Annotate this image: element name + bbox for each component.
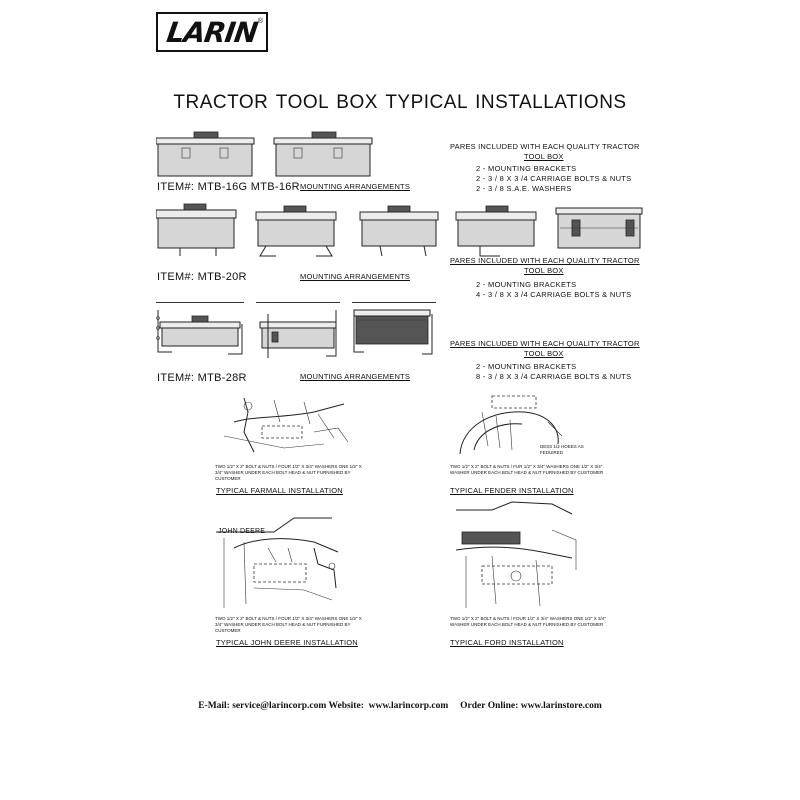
page-title: TRACTOR TOOL BOX TYPICAL INSTALLATIONS	[173, 92, 627, 113]
tool-box-image	[456, 206, 536, 256]
parts-included-heading: PARES INCLUDED WITH EACH QUALITY TRACTOR	[450, 256, 640, 265]
installation-caption: TYPICAL JOHN DEERE INSTALLATION	[216, 638, 358, 647]
item-number: ITEM#: MTB-28R	[157, 372, 247, 384]
installation-note: TWO 1/2" X 2" BOLT & NUTS / FOUR 1/2" X 3/4" WASHERS ONE 1/2" X 3/4" WASHER UNDER EACH BOLT HEAD & NUT FURNISHED BY CUSTOMER	[215, 464, 362, 481]
tool-box-28-images	[152, 304, 442, 366]
registered-mark: ®	[257, 18, 263, 25]
order-link[interactable]: www.larinstore.com	[520, 701, 602, 711]
email-link[interactable]: service@larincorp.com	[232, 701, 327, 711]
parts-included-heading: PARES INCLUDED WITH EACH QUALITY TRACTOR	[450, 339, 640, 348]
mounting-arrangements: MOUNTING ARRANGEMENTS	[300, 272, 411, 281]
parts-included-subheading: TOOL BOX	[524, 349, 564, 358]
parts-included-subheading: TOOL BOX	[524, 152, 564, 161]
tool-box-image	[156, 204, 236, 256]
parts-included-heading: PARES INCLUDED WITH EACH QUALITY TRACTOR	[450, 142, 640, 151]
item-number: ITEM#: MTB-16G MTB-16R	[157, 181, 300, 193]
spec-line: 2 - MOUNTING BRACKETS	[476, 362, 577, 371]
spec-list	[476, 362, 631, 382]
tool-box-image	[556, 208, 642, 248]
order-label: Order Online:	[460, 701, 519, 711]
spec-line: 2 - MOUNTING BRACKETS	[476, 164, 577, 173]
tool-box-image	[354, 310, 432, 354]
john-deere-brand-text: JOHN DEERE	[218, 528, 266, 535]
divider	[256, 302, 340, 303]
john-deere-installation-drawing	[214, 508, 354, 614]
tool-box-image	[360, 206, 438, 256]
website-label: Website:	[328, 701, 364, 711]
mounting-arrangements: MOUNTING ARRANGEMENTS	[300, 182, 411, 191]
tool-box-20-images	[156, 198, 656, 260]
spec-line: 4 - 3 / 8 X 3 /4 CARRIAGE BOLTS & NUTS	[476, 290, 632, 299]
parts-included-subheading: TOOL BOX	[524, 266, 564, 275]
spec-line: 2 - 3 / 8 S.A.E. WASHERS	[476, 184, 572, 193]
spec-list	[476, 164, 631, 194]
installation-note: TWO 1/2" X 2" BOLT & NUTS / FOUR 1/2" X 3/4" WASHERS ONE 1/2" X 3/4" WASHER UNDER EACH BOLT HEAD & NUT FURNISHED BY CUSTOMER	[450, 616, 606, 627]
larin-logo	[156, 12, 268, 52]
tool-box-16-images	[156, 130, 406, 182]
ford-installation-drawing	[452, 500, 584, 614]
spec-list	[476, 280, 631, 300]
installation-caption: TYPICAL FORD INSTALLATION	[450, 638, 564, 647]
tool-box-image	[157, 310, 243, 354]
spec-line: 8 - 3 / 8 X 3 /4 CARRIAGE BOLTS & NUTS	[476, 372, 632, 381]
divider	[156, 302, 244, 303]
tool-box-image	[274, 132, 372, 176]
contact-footer	[0, 701, 800, 711]
farmall-installation-drawing	[214, 392, 354, 464]
divider	[352, 302, 436, 303]
installation-note: TWO 1/2" X 2" BOLT & NUTS / FUR 1/2" X 3/4" WASHERS ONE 1/2" X 3/4" WASHER UNDER EACH BOLT HEAD & NUT FURNISHED BY CUSTOMER	[450, 464, 604, 475]
mounting-arrangements: MOUNTING ARRANGEMENTS	[300, 372, 411, 381]
tool-box-image	[260, 310, 336, 358]
tool-box-image	[256, 206, 336, 256]
installation-note: TWO 1/2" X 2" BOLT & NUTS / FOUR 1/2" X 3/4" WASHERS ONE 1/2" X 3/4" WASHER UNDER EACH BOLT HEAD & NUT FURNISHED BY CUSTOMER	[215, 616, 362, 633]
installation-caption: TYPICAL FARMALL INSTALLATION	[216, 486, 343, 495]
fender-callout: DESS 1/2 HOEES AS FEDUIRED	[540, 444, 584, 455]
spec-line: 2 - 3 / 8 X 3 /4 CARRIAGE BOLTS & NUTS	[476, 174, 632, 183]
email-label: E-Mail:	[198, 701, 230, 711]
spec-line: 2 - MOUNTING BRACKETS	[476, 280, 577, 289]
installation-caption: TYPICAL FENDER INSTALLATION	[450, 486, 574, 495]
item-number: ITEM#: MTB-20R	[157, 271, 247, 283]
website-link[interactable]: www.larincorp.com	[368, 701, 449, 711]
logo-text: LARIN	[164, 15, 260, 49]
tool-box-image	[156, 132, 254, 176]
